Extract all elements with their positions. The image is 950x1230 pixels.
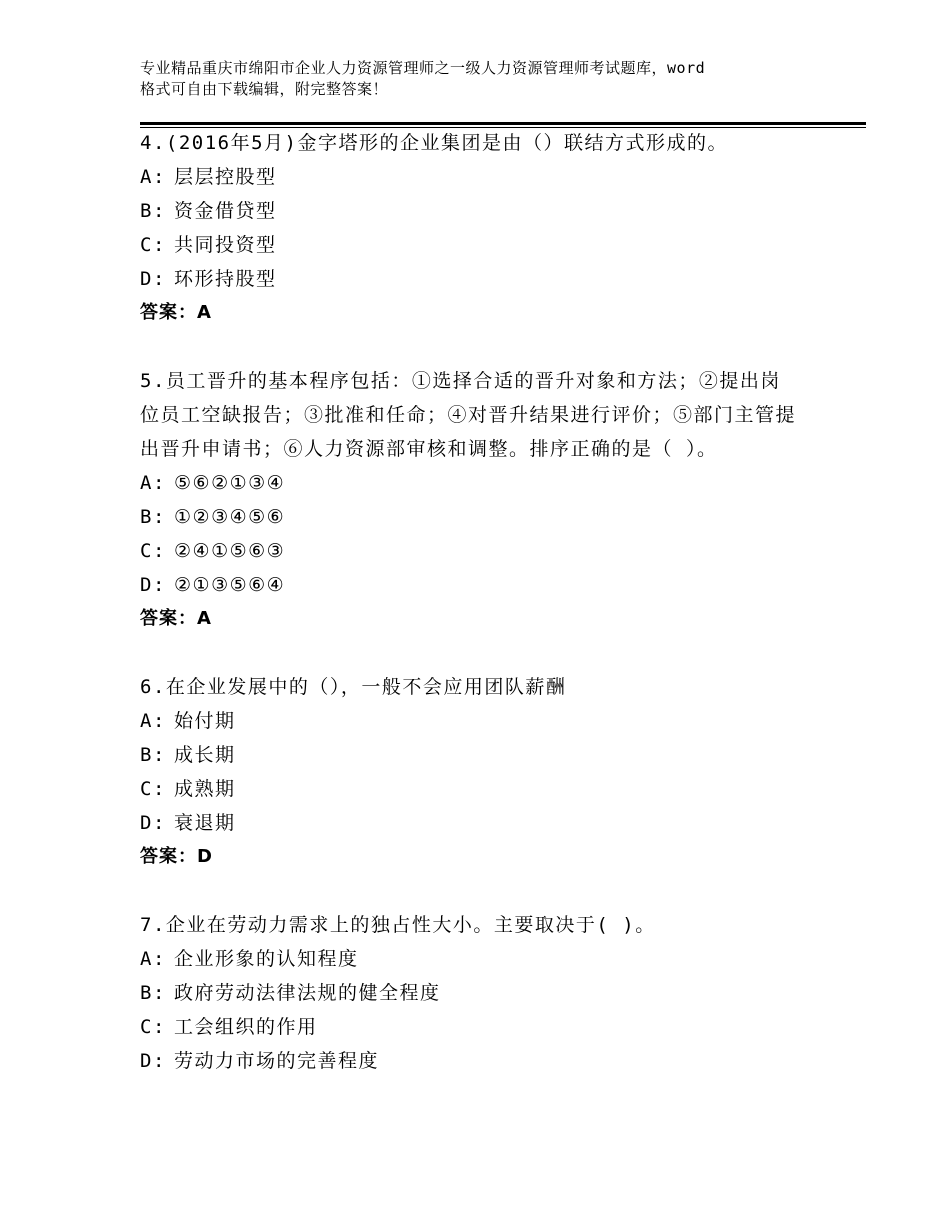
spacer xyxy=(140,874,866,908)
option-b xyxy=(140,194,866,228)
option-b xyxy=(140,738,866,772)
option-letter: D: xyxy=(140,812,166,834)
option-text: 环形持股型 xyxy=(174,268,277,290)
header-rule-thick xyxy=(140,122,866,125)
option-a xyxy=(140,466,866,500)
header-line-1: 专业精品重庆市绵阳市企业人力资源管理师之一级人力资源管理师考试题库，word xyxy=(140,59,706,77)
option-text: 工会组织的作用 xyxy=(174,1016,318,1038)
option-letter: C: xyxy=(140,234,166,256)
option-letter: A: xyxy=(140,710,166,732)
option-letter: A: xyxy=(140,472,166,494)
option-text: 层层控股型 xyxy=(174,166,277,188)
option-letter: C: xyxy=(140,540,166,562)
option-b xyxy=(140,976,866,1010)
option-text: 共同投资型 xyxy=(174,234,277,256)
option-d xyxy=(140,1044,866,1078)
question-stem: 4.(2016年5月)金字塔形的企业集团是由（）联结方式形成的。 xyxy=(140,132,728,154)
spacer xyxy=(140,636,866,670)
question-5 xyxy=(140,364,866,636)
question-4 xyxy=(140,126,866,330)
answer-label: 答案：A xyxy=(140,302,212,323)
question-stem: 7.企业在劳动力需求上的独占性大小。主要取决于( )。 xyxy=(140,914,656,936)
option-text: 成长期 xyxy=(174,744,236,766)
option-c xyxy=(140,1010,866,1044)
document-header xyxy=(140,58,840,100)
option-letter: A: xyxy=(140,948,166,970)
option-text: ①②③④⑤⑥ xyxy=(174,506,286,528)
option-a xyxy=(140,704,866,738)
option-d xyxy=(140,568,866,602)
option-text: 成熟期 xyxy=(174,778,236,800)
question-stem: 6.在企业发展中的（），一般不会应用团队薪酬 xyxy=(140,676,567,698)
option-text: 劳动力市场的完善程度 xyxy=(174,1050,380,1072)
option-text: ②④①⑤⑥③ xyxy=(174,540,286,562)
option-letter: B: xyxy=(140,506,166,528)
answer-label: 答案：D xyxy=(140,846,213,867)
option-text: 政府劳动法律法规的健全程度 xyxy=(174,982,441,1004)
option-text: 始付期 xyxy=(174,710,236,732)
option-letter: C: xyxy=(140,778,166,800)
option-letter: C: xyxy=(140,1016,166,1038)
option-text: 企业形象的认知程度 xyxy=(174,948,359,970)
spacer xyxy=(140,330,866,364)
option-letter: B: xyxy=(140,744,166,766)
option-text: 资金借贷型 xyxy=(174,200,277,222)
question-7 xyxy=(140,908,866,1078)
question-list xyxy=(140,126,866,1078)
header-line-2: 格式可自由下载编辑，附完整答案！ xyxy=(140,80,389,98)
option-letter: B: xyxy=(140,982,166,1004)
question-stem: 5.员工晋升的基本程序包括：①选择合适的晋升对象和方法；②提出岗位员工空缺报告；③批准和任命；④对晋升结果进行评价；⑤部门主管提出晋升申请书；⑥人力资源部审核和调整。排序正确的是（ ）。 xyxy=(140,370,797,460)
option-text: 衰退期 xyxy=(174,812,236,834)
option-text: ⑤⑥②①③④ xyxy=(174,472,286,494)
option-text: ②①③⑤⑥④ xyxy=(174,574,286,596)
option-letter: D: xyxy=(140,268,166,290)
option-a xyxy=(140,160,866,194)
option-letter: A: xyxy=(140,166,166,188)
option-c xyxy=(140,228,866,262)
answer-label: 答案：A xyxy=(140,608,212,629)
option-letter: B: xyxy=(140,200,166,222)
option-c xyxy=(140,772,866,806)
option-d xyxy=(140,806,866,840)
question-6 xyxy=(140,670,866,874)
option-d xyxy=(140,262,866,296)
option-a xyxy=(140,942,866,976)
option-b xyxy=(140,500,866,534)
option-letter: D: xyxy=(140,1050,166,1072)
option-letter: D: xyxy=(140,574,166,596)
option-c xyxy=(140,534,866,568)
